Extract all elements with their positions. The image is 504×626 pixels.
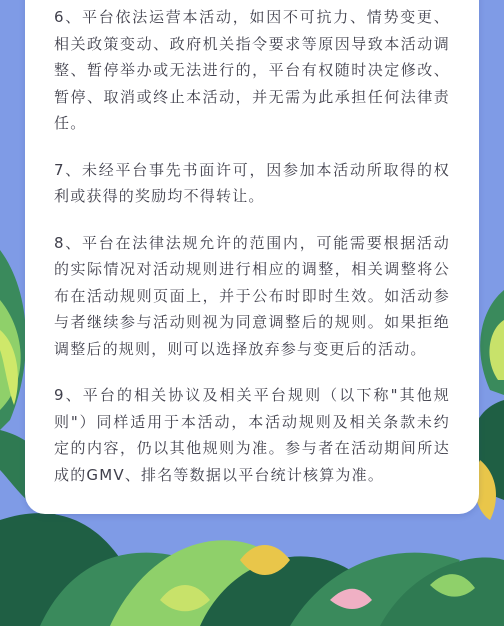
- rule-8: 8、平台在法律法规允许的范围内，可能需要根据活动的实际情况对活动规则进行相应的调整，相关调整将公布在活动规则页面上，并于公布时即时生效。如活动参与者继续参与活动则视为同意调整后的规则。如果拒绝调整后的规则，则可以选择放弃参与变更后的活动。: [54, 233, 450, 358]
- rule-6: 6、平台依法运营本活动，如因不可抗力、情势变更、相关政策变动、政府机关指令要求等原因导致本活动调整、暂停举办或无法进行的，平台有权随时决定修改、暂停、取消或终止本活动，并无需为此承担任何法律责任。: [54, 8, 450, 132]
- rule-9: 9、平台的相关协议及相关平台规则（以下称"其他规则"）同样适用于本活动，本活动规则及相关条款未约定的内容，仍以其他规则为准。参与者在活动期间所达成的GMV、排名等数据以平台统计核算为准。: [54, 386, 450, 484]
- rule-7: 7、未经平台事先书面许可，因参加本活动所取得的权利或获得的奖励均不得转让。: [54, 160, 450, 205]
- rules-list: [54, 4, 450, 508]
